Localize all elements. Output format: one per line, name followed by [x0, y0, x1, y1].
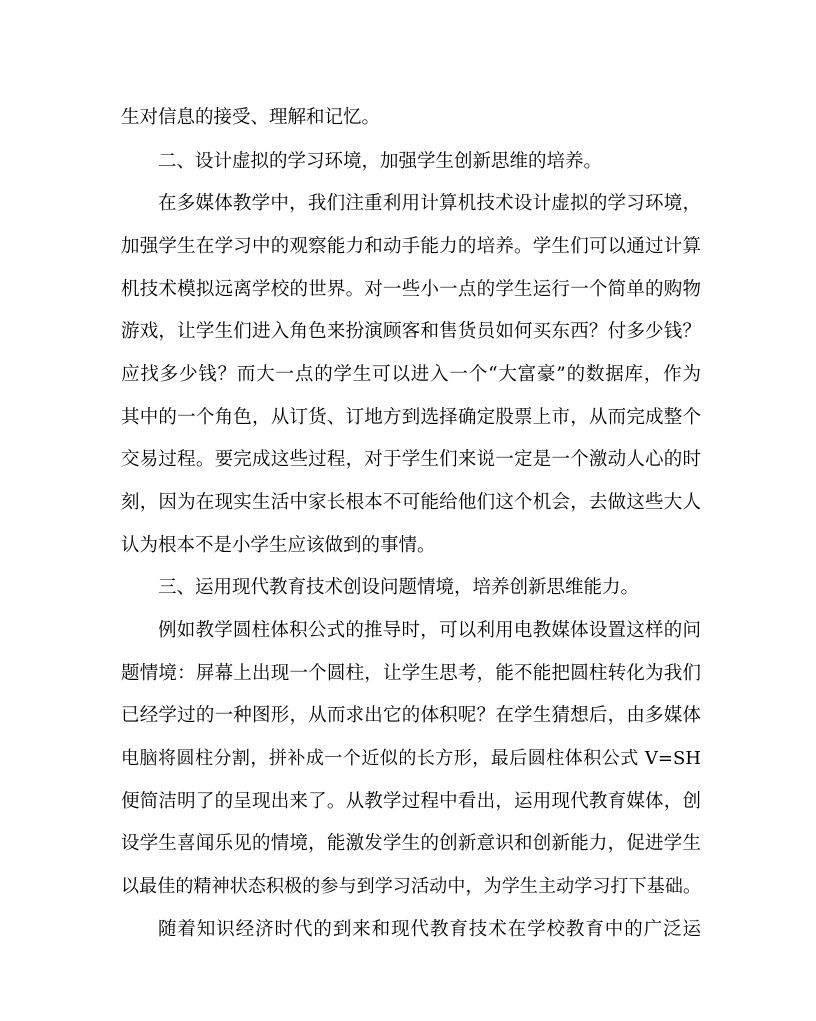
text-line-3: 在多媒体教学中，我们注重利用计算机技术设计虚拟的学习环境， [158, 193, 701, 214]
text-line-1: 生对信息的接受、理解和记忆。 [121, 107, 381, 128]
text-line-18: 设学生喜闻乐见的情境，能激发学生的创新意识和创新能力，促进学生 [121, 833, 701, 854]
text-line-20: 随着知识经济时代的到来和现代教育技术在学校教育中的广泛运 [158, 919, 701, 940]
text-line-17: 便简洁明了的呈现出来了。从教学过程中看出，运用现代教育媒体，创 [121, 791, 701, 812]
text-line-5: 机技术模拟远离学校的世界。对一些小一点的学生运行一个简单的购物 [121, 279, 701, 300]
text-line-7: 应找多少钱？而大一点的学生可以进入一个“大富豪”的数据库，作为 [121, 364, 701, 385]
text-line-15: 已经学过的一种图形，从而求出它的体积呢？在学生猜想后，由多媒体 [121, 705, 701, 726]
text-line-10: 刻，因为在现实生活中家长根本不可能给他们这个机会，去做这些大人 [121, 492, 701, 513]
text-line-8: 其中的一个角色，从订货、订地方到选择确定股票上市，从而完成整个 [121, 407, 701, 428]
text-line-13: 例如教学圆柱体积公式的推导时，可以利用电教媒体设置这样的问 [158, 620, 701, 641]
text-line-6: 游戏，让学生们进入角色来扮演顾客和售货员如何买东西？付多少钱？ [121, 321, 701, 342]
text-line-9: 交易过程。要完成这些过程，对于学生们来说一定是一个激动人心的时 [121, 449, 701, 470]
section-heading-3: 三、运用现代教育技术创设问题情境，培养创新思维能力。 [158, 577, 640, 598]
text-line-16: 电脑将圆柱分割，拼补成一个近似的长方形，最后圆柱体积公式 V=SH [121, 748, 701, 769]
section-heading-2: 二、设计虚拟的学习环境，加强学生创新思维的培养。 [158, 151, 603, 172]
text-line-19: 以最佳的精神状态积极的参与到学习活动中，为学生主动学习打下基础。 [121, 876, 701, 897]
text-line-11: 认为根本不是小学生应该做到的事情。 [121, 535, 436, 556]
text-line-4: 加强学生在学习中的观察能力和动手能力的培养。学生们可以通过计算 [121, 236, 701, 257]
text-line-14: 题情境：屏幕上出现一个圆柱，让学生思考，能不能把圆柱转化为我们 [121, 663, 701, 684]
